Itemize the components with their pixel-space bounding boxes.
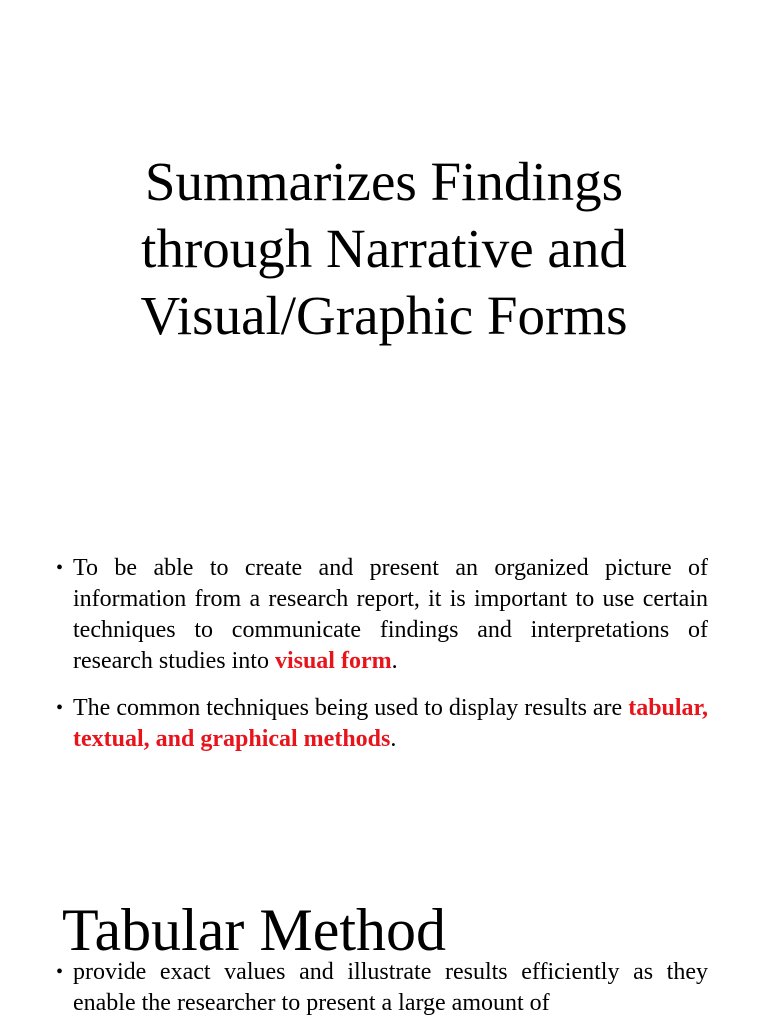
- highlighted-term: visual form: [274, 648, 392, 674]
- section-bullet-list: [56, 957, 708, 1035]
- slide-title-line-2: through Narrative and: [141, 218, 627, 279]
- bullet-item: [56, 553, 708, 677]
- bullet-text: provide exact values and illustrate results efficiently as they enable the researcher to present a large amount of: [73, 959, 708, 1016]
- bullet-text: The common techniques being used to display results are: [73, 695, 629, 721]
- intro-bullet-list: [56, 553, 708, 771]
- slide-title-line-1: Summarizes Findings: [144, 151, 624, 212]
- bullet-punctuation: .: [391, 648, 398, 674]
- bullet-icon: •: [56, 961, 64, 983]
- highlighted-term: tabular, textual, and graphical methods: [73, 695, 709, 752]
- bullet-icon: •: [56, 697, 64, 719]
- bullet-punctuation: .: [390, 726, 397, 752]
- bullet-text: To be able to create and present an organized picture of information from a research report, it is important to use certain techniques to communicate findings and interpretations of research studies into: [73, 555, 708, 674]
- bullet-icon: •: [56, 557, 64, 579]
- bullet-item: [56, 957, 708, 1019]
- bullet-item: [56, 693, 708, 755]
- slide-title-line-3: Visual/Graphic Forms: [140, 285, 628, 346]
- section-heading: Tabular Method: [62, 897, 447, 963]
- slide-title: [40, 148, 728, 349]
